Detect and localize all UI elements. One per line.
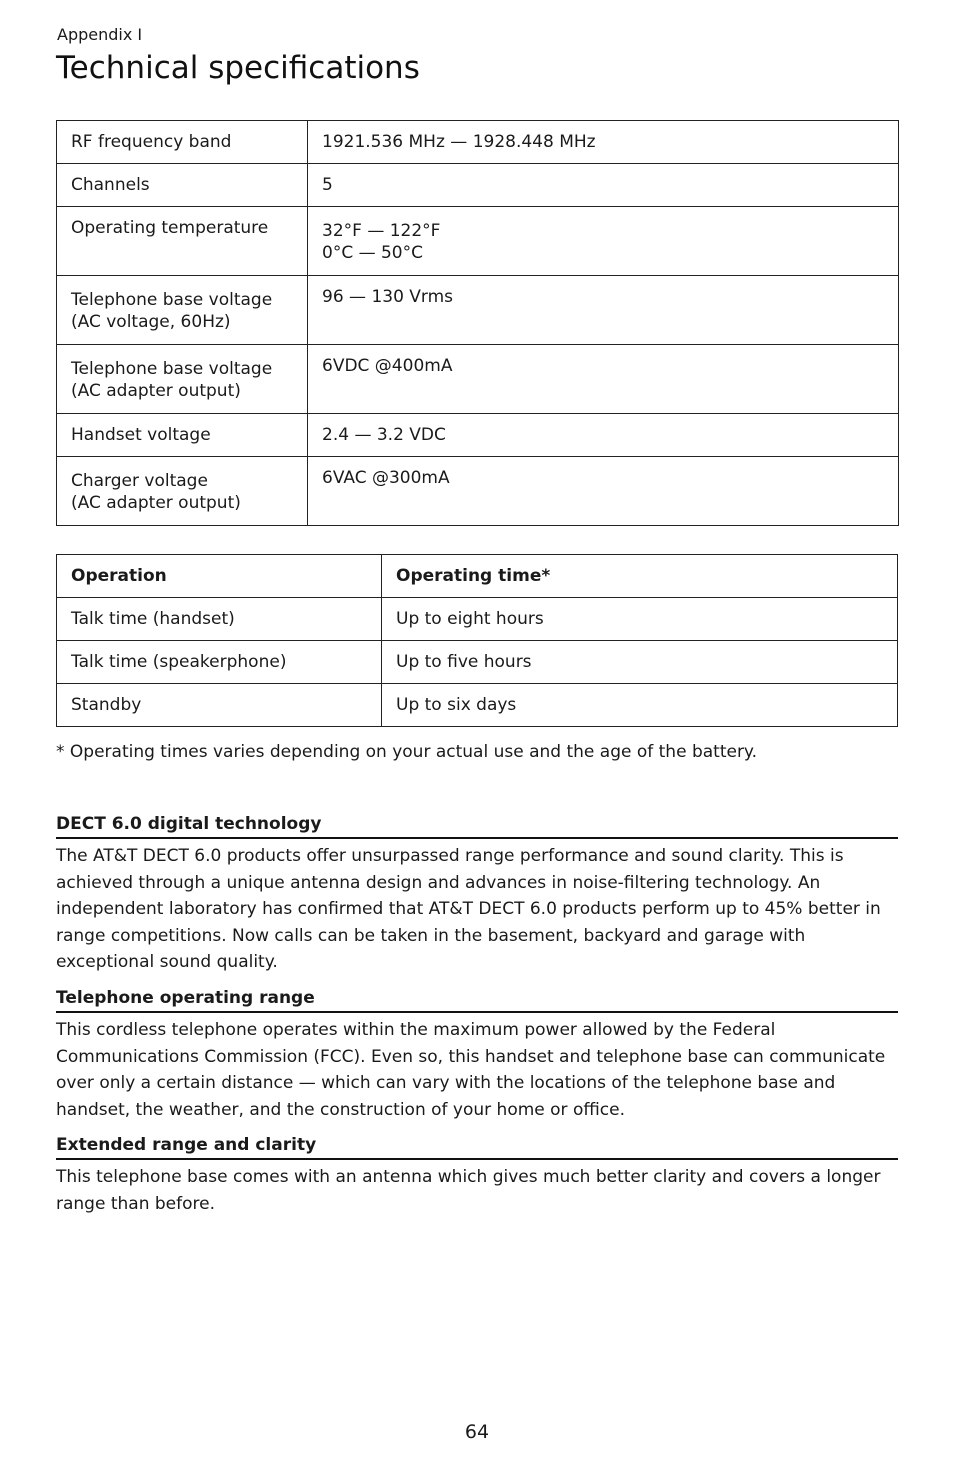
table-row <box>57 121 899 164</box>
spec-label <box>57 345 308 414</box>
body-line: The AT&T DECT 6.0 products offer unsurpassed range performance and sound clarity. This is <box>56 846 844 866</box>
spec-label: RF frequency band <box>57 121 308 164</box>
column-header: Operation <box>57 555 382 598</box>
table-row <box>57 276 899 345</box>
spec-label-line: (AC adapter output) <box>71 381 241 401</box>
spec-value: 6VDC @400mA <box>308 345 899 414</box>
table-row <box>57 684 898 727</box>
spec-value-line: 0°C — 50°C <box>322 243 423 263</box>
column-header: Operating time* <box>382 555 898 598</box>
spec-value: 6VAC @300mA <box>308 457 899 526</box>
body-line: Communications Commission (FCC). Even so, this handset and telephone base can communicate <box>56 1046 886 1067</box>
operation-cell: Talk time (speakerphone) <box>57 641 382 684</box>
spec-value <box>308 207 899 276</box>
operating-time-cell: Up to five hours <box>382 641 898 684</box>
spec-label: Operating temperature <box>57 207 308 276</box>
spec-label: Handset voltage <box>57 414 308 457</box>
section-extended-range <box>56 1134 898 1217</box>
section-heading: DECT 6.0 digital technology <box>56 813 898 839</box>
section-body <box>56 1164 898 1217</box>
table-row <box>57 457 899 526</box>
table-row <box>57 207 899 276</box>
body-line: achieved through a unique antenna design and advances in noise-filtering technology. An <box>56 872 821 893</box>
operation-cell: Talk time (handset) <box>57 598 382 641</box>
spec-value: 2.4 — 3.2 VDC <box>308 414 899 457</box>
section-heading: Extended range and clarity <box>56 1134 898 1160</box>
body-line: handset, the weather, and the construction of your home or office. <box>56 1099 625 1120</box>
body-line: exceptional sound quality. <box>56 952 278 972</box>
operation-cell: Standby <box>57 684 382 727</box>
body-line: over only a certain distance — which can vary with the locations of the telephone base and <box>56 1073 836 1093</box>
page-title: Technical specifications <box>56 50 420 86</box>
spec-value: 5 <box>308 164 899 207</box>
body-line: independent laboratory has confirmed that AT&T DECT 6.0 products perform up to 45% better in <box>56 899 881 919</box>
spec-label-line: Charger voltage <box>71 471 208 491</box>
spec-label-line: (AC voltage, 60Hz) <box>71 312 231 332</box>
appendix-label: Appendix I <box>57 25 143 44</box>
section-heading: Telephone operating range <box>56 987 898 1013</box>
body-line: range competitions. Now calls can be taken in the basement, backyard and garage with <box>56 925 806 946</box>
table-row <box>57 641 898 684</box>
body-line: range than before. <box>56 1193 215 1214</box>
spec-label: Channels <box>57 164 308 207</box>
table-row <box>57 414 899 457</box>
spec-value-line: 32°F — 122°F <box>322 221 441 241</box>
spec-label-line: Telephone base voltage <box>71 290 273 310</box>
table-row <box>57 164 899 207</box>
section-dect-technology <box>56 813 898 976</box>
page-number: 64 <box>464 1421 490 1443</box>
spec-label-line: (AC adapter output) <box>71 493 241 513</box>
operating-time-cell: Up to eight hours <box>382 598 898 641</box>
table-row <box>57 345 899 414</box>
body-line: This cordless telephone operates within the maximum power allowed by the Federal <box>56 1020 776 1040</box>
body-line: This telephone base comes with an antenna which gives much better clarity and covers a longer <box>56 1167 881 1187</box>
section-operating-range <box>56 987 898 1123</box>
section-body <box>56 843 898 976</box>
table-row <box>57 598 898 641</box>
spec-table <box>56 120 899 526</box>
section-body <box>56 1017 898 1123</box>
spec-label <box>57 457 308 526</box>
table-header-row <box>57 555 898 598</box>
spec-label <box>57 276 308 345</box>
operating-time-cell: Up to six days <box>382 684 898 727</box>
footnote: * Operating times varies depending on your actual use and the age of the battery. <box>56 742 757 762</box>
spec-value: 1921.536 MHz — 1928.448 MHz <box>308 121 899 164</box>
operation-table <box>56 554 898 727</box>
spec-label-line: Telephone base voltage <box>71 359 273 379</box>
spec-value: 96 — 130 Vrms <box>308 276 899 345</box>
